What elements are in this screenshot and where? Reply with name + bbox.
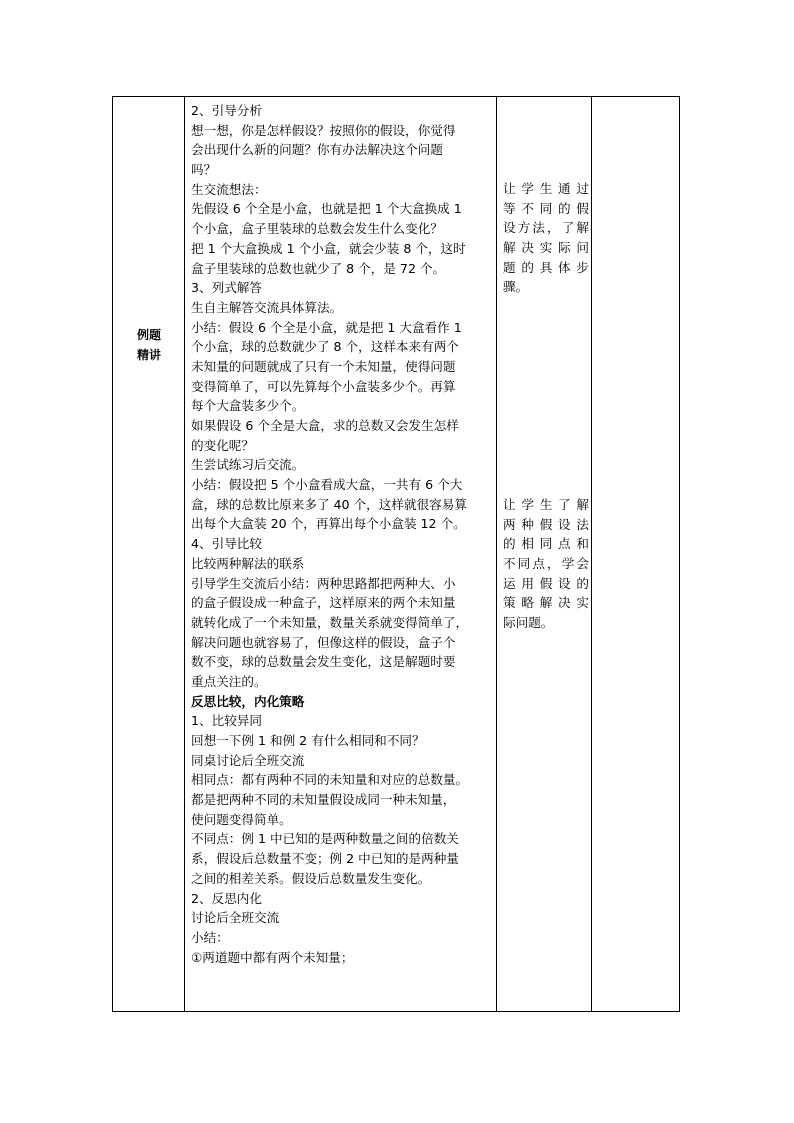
content-line: 吗？ [191, 162, 217, 178]
content-line: 相同点：都有两种不同的未知量和对应的总数量。 [191, 772, 469, 788]
content-line: 每个大盒装多少个。 [191, 398, 305, 414]
content-line: 不同点：例 1 中已知的是两种数量之间的倍数关 [191, 831, 459, 847]
content-line: 比较两种解法的联系 [191, 555, 305, 571]
content-line: 之间的相差关系。假设后总数量发生变化。 [191, 870, 431, 886]
note-line: 际问题。 [503, 615, 554, 631]
content-line: 会出现什么新的问题？你有办法解决这个问题 [191, 142, 443, 158]
content-line: 如果假设 6 个全是大盒，求的总数又会发生怎样 [191, 418, 459, 433]
content-line: 小结：假设 6 个全是小盒，就是把 1 大盒看作 1 [191, 319, 462, 335]
content-line: 讨论后全班交流 [191, 910, 280, 926]
content-line: 就转化成了一个未知量，数量关系就变得简单了， [191, 614, 469, 630]
content-line: 系，假设后总数量不变；例 2 中已知的是两种量 [191, 851, 459, 867]
section-label-line: 例题 [136, 328, 161, 342]
note-line: 让学生了解 [503, 497, 589, 512]
note-line: 不同点，学会 [503, 556, 589, 572]
content-line: 3、列式解答 [191, 280, 262, 296]
note-line: 两种假设法 [503, 516, 589, 532]
content-line: 4、引导比较 [191, 536, 262, 552]
content-line: 1、比较异同 [191, 713, 262, 729]
content-line: 2、引导分析 [191, 103, 262, 118]
note-line: 解决实际问 [503, 240, 589, 256]
section-label [113, 325, 185, 365]
content-line: 想一想，你是怎样假设？按照你的假设，你觉得 [191, 122, 456, 138]
note-line: 让学生通过 [503, 181, 589, 196]
content-line: 生尝试练习后交流。 [191, 457, 305, 473]
content-line: 未知量的问题就成了只有一个未知量，使得问题 [191, 358, 456, 374]
content-line: 生交流想法： [191, 181, 267, 197]
content-line: 重点关注的。 [191, 673, 267, 689]
content-line: 回想一下例 1 和例 2 有什么相同和不同？ [191, 733, 425, 748]
section-heading: 反思比较，内化策略 [191, 693, 305, 709]
content-line: 出每个大盒装 20 个，再算出每个小盒装 12 个。 [191, 516, 466, 532]
remarks-cell [592, 97, 681, 1011]
content-line: 先假设 6 个全是小盒，也就是把 1 个大盒换成 1 [191, 201, 462, 217]
content-line: 个小盒，球的总数就少了 8 个，这样本来有两个 [191, 339, 459, 355]
content-line: 盒，球的总数比原来多了 40 个，这样就很容易算 [191, 496, 467, 512]
section-label-line: 精讲 [136, 348, 161, 362]
teaching-content-cell [185, 97, 497, 1011]
note-line: 骤。 [503, 279, 529, 295]
content-line: 数不变，球的总数量会发生变化，这是解题时要 [191, 654, 456, 670]
lesson-plan-table [112, 96, 680, 1012]
content-line: 小结：假设把 5 个小盒看成大盒，一共有 6 个大 [191, 477, 463, 493]
content-line: 解决问题也就容易了，但像这样的假设，盒子个 [191, 634, 456, 650]
content-line: 引导学生交流后小结：两种思路都把两种大、小 [191, 575, 456, 591]
note-line: 运用假设的 [503, 575, 589, 591]
note-line: 题的具体步 [503, 259, 589, 275]
note-line: 策略解决实 [503, 595, 589, 611]
content-line: 把 1 个大盒换成 1 个小盒，就会少装 8 个，这时 [191, 240, 466, 256]
content-line: 同桌讨论后全班交流 [191, 752, 305, 768]
note-line: 设方法，了解 [503, 220, 589, 236]
note-line: 的相同点和 [503, 536, 589, 552]
section-label-cell [113, 97, 185, 1011]
design-note [503, 495, 589, 633]
content-line: 的盒子假设成一种盒子，这样原来的两个未知量 [191, 595, 456, 611]
content-line: ①两道题中都有两个未知量； [191, 949, 354, 965]
content-line: 的变化呢？ [191, 437, 254, 453]
content-line: 个小盒，盒子里装球的总数会发生什么变化？ [191, 221, 443, 237]
design-notes-cell [497, 97, 592, 1011]
content-line: 生自主解答交流具体算法。 [191, 299, 343, 315]
content-line: 使问题变得简单。 [191, 811, 292, 827]
content-line: 都是把两种不同的未知量假设成同一种未知量， [191, 792, 456, 808]
design-note [503, 179, 589, 297]
content-line: 变得简单了，可以先算每个小盒装多少个。再算 [191, 378, 456, 394]
note-line: 等不同的假 [503, 200, 589, 216]
content-line: 2、反思内化 [191, 890, 262, 906]
content-line: 盒子里装球的总数也就少了 8 个，是 72 个。 [191, 260, 446, 276]
content-line: 小结： [191, 929, 229, 945]
teaching-content [191, 101, 495, 967]
